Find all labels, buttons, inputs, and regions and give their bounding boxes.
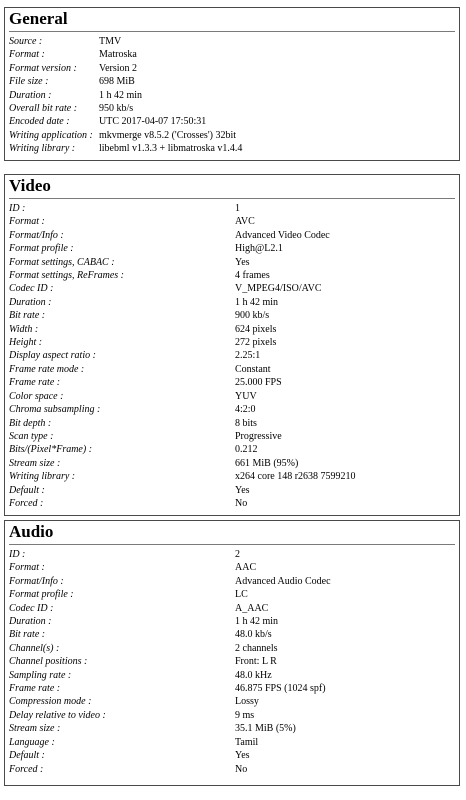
field-label: Writing library : — [9, 471, 76, 483]
field-value: 2.25:1 — [235, 350, 261, 362]
info-row — [9, 102, 242, 115]
info-row — [9, 129, 242, 142]
field-value: x264 core 148 r2638 7599210 — [235, 471, 356, 483]
field-value: 35.1 MiB (5%) — [235, 723, 296, 735]
field-label: Writing application : — [9, 129, 93, 141]
field-value: 1 h 42 min — [235, 616, 279, 628]
field-value: 950 kb/s — [99, 103, 134, 115]
field-label: Display aspect ratio : — [9, 350, 96, 362]
info-row — [9, 89, 242, 102]
field-value: LC — [235, 589, 248, 601]
field-value: 1 h 42 min — [99, 89, 143, 101]
field-value: 8 bits — [235, 417, 257, 429]
info-row — [9, 323, 356, 336]
audio-heading: Audio — [9, 522, 54, 541]
info-row — [9, 296, 356, 309]
info-row — [9, 282, 356, 295]
audio-section — [4, 520, 460, 786]
field-value: Constant — [235, 363, 271, 375]
info-row — [9, 628, 331, 641]
field-value: 661 MiB (95%) — [235, 457, 299, 469]
field-value: 48.0 kb/s — [235, 629, 272, 641]
field-label: Encoded date : — [9, 116, 70, 128]
info-row — [9, 548, 331, 561]
info-row — [9, 309, 356, 322]
field-value: 1 h 42 min — [235, 296, 279, 308]
field-label: Default : — [9, 750, 45, 762]
field-label: Stream size : — [9, 457, 61, 469]
field-value: Advanced Video Codec — [235, 229, 330, 241]
field-label: Bit rate : — [9, 629, 46, 641]
field-value: 900 kb/s — [235, 310, 270, 322]
field-value: Progressive — [235, 430, 282, 442]
field-label: Duration : — [9, 296, 52, 308]
info-row — [9, 497, 356, 510]
info-row — [9, 749, 331, 762]
field-value: 272 pixels — [235, 337, 277, 349]
field-label: Height : — [9, 337, 43, 349]
info-row — [9, 390, 356, 403]
field-value: libebml v1.3.3 + libmatroska v1.4.4 — [99, 143, 243, 155]
info-row — [9, 75, 242, 88]
info-row — [9, 62, 242, 75]
field-value: Front: L R — [235, 656, 277, 668]
field-label: Frame rate : — [9, 377, 61, 389]
general-divider — [9, 31, 455, 32]
field-value: 46.875 FPS (1024 spf) — [235, 683, 326, 695]
field-label: Color space : — [9, 390, 64, 402]
field-label: Frame rate : — [9, 683, 61, 695]
info-row — [9, 655, 331, 668]
field-value: Version 2 — [99, 62, 138, 74]
field-label: Bit rate : — [9, 310, 46, 322]
field-label: Forced : — [9, 763, 44, 775]
field-value: AVC — [235, 216, 255, 228]
field-label: Frame rate mode : — [9, 363, 85, 375]
info-row — [9, 403, 356, 416]
field-value: No — [235, 497, 248, 509]
video-divider — [9, 198, 455, 199]
info-row — [9, 575, 331, 588]
field-value: UTC 2017-04-07 17:50:31 — [99, 116, 207, 128]
info-row — [9, 376, 356, 389]
field-label: Bit depth : — [9, 417, 52, 429]
field-label: Format/Info : — [9, 229, 64, 241]
field-label: Width : — [9, 323, 39, 335]
info-row — [9, 115, 242, 128]
field-value: 25.000 FPS — [235, 377, 282, 389]
info-row — [9, 561, 331, 574]
field-label: Channel(s) : — [9, 642, 60, 654]
field-value: TMV — [99, 36, 122, 47]
field-label: Format settings, ReFrames : — [9, 270, 124, 282]
field-label: Language : — [9, 736, 55, 748]
field-label: Duration : — [9, 89, 52, 101]
field-label: Format version : — [9, 62, 77, 74]
info-row — [9, 695, 331, 708]
audio-table — [9, 548, 331, 776]
field-label: Format profile : — [9, 243, 74, 255]
info-row — [9, 242, 356, 255]
info-row — [9, 682, 331, 695]
field-value: Lossy — [235, 696, 259, 708]
info-row — [9, 484, 356, 497]
field-value: mkvmerge v8.5.2 ('Crosses') 32bit — [99, 129, 237, 141]
field-value: High@L2.1 — [235, 243, 283, 255]
field-value: 9 ms — [235, 709, 255, 721]
info-row — [9, 588, 331, 601]
field-label: Channel positions : — [9, 656, 88, 668]
general-heading: General — [9, 9, 68, 28]
info-row — [9, 430, 356, 443]
field-value: V_MPEG4/ISO/AVC — [235, 283, 322, 295]
field-label: File size : — [9, 76, 49, 88]
field-value: 48.0 kHz — [235, 669, 272, 681]
field-value: Tamil — [235, 736, 259, 748]
field-label: Chroma subsampling : — [9, 404, 101, 416]
audio-divider — [9, 544, 455, 545]
info-row — [9, 256, 356, 269]
info-row — [9, 336, 356, 349]
info-row — [9, 722, 331, 735]
field-label: Format profile : — [9, 589, 74, 601]
field-value: YUV — [235, 390, 257, 402]
field-value: 4:2:0 — [235, 404, 256, 416]
field-value: AAC — [235, 562, 257, 574]
general-table — [9, 35, 242, 156]
field-value: 0.212 — [235, 444, 258, 456]
video-heading: Video — [9, 176, 51, 195]
field-label: Codec ID : — [9, 602, 54, 614]
general-section — [4, 7, 460, 161]
info-row — [9, 363, 356, 376]
field-value: 2 channels — [235, 642, 278, 654]
field-label: Format/Info : — [9, 575, 64, 587]
field-label: Format settings, CABAC : — [9, 256, 115, 268]
field-label: Stream size : — [9, 723, 61, 735]
field-label: ID : — [9, 549, 26, 560]
field-label: Source : — [9, 36, 43, 47]
field-value: A_AAC — [235, 602, 269, 614]
field-value: 624 pixels — [235, 323, 277, 335]
field-value: Yes — [235, 256, 250, 268]
field-label: Codec ID : — [9, 283, 54, 295]
info-row — [9, 602, 331, 615]
field-label: Scan type : — [9, 430, 54, 442]
field-label: Format : — [9, 49, 45, 61]
info-row — [9, 349, 356, 362]
info-row — [9, 269, 356, 282]
field-label: Writing library : — [9, 143, 76, 155]
info-row — [9, 457, 356, 470]
info-row — [9, 669, 331, 682]
info-row — [9, 202, 356, 215]
info-row — [9, 215, 356, 228]
field-label: Duration : — [9, 616, 52, 628]
info-row — [9, 709, 331, 722]
field-value: 2 — [235, 549, 240, 560]
field-label: Default : — [9, 484, 45, 496]
field-value: 4 frames — [235, 270, 270, 282]
info-row — [9, 642, 331, 655]
field-value: No — [235, 763, 248, 775]
field-label: ID : — [9, 203, 26, 214]
info-row — [9, 417, 356, 430]
info-row — [9, 35, 242, 48]
field-label: Overall bit rate : — [9, 103, 78, 115]
field-value: Advanced Audio Codec — [235, 575, 331, 587]
field-label: Compression mode : — [9, 696, 92, 708]
field-label: Format : — [9, 562, 45, 574]
field-value: 1 — [235, 203, 240, 214]
field-label: Bits/(Pixel*Frame) : — [9, 444, 93, 456]
field-label: Format : — [9, 216, 45, 228]
info-row — [9, 229, 356, 242]
info-row — [9, 470, 356, 483]
field-label: Forced : — [9, 497, 44, 509]
info-row — [9, 48, 242, 61]
info-row — [9, 443, 356, 456]
field-value: Matroska — [99, 49, 137, 61]
field-label: Delay relative to video : — [9, 709, 106, 721]
video-table — [9, 202, 356, 510]
field-label: Sampling rate : — [9, 669, 72, 681]
video-section — [4, 174, 460, 516]
info-row — [9, 615, 331, 628]
field-value: Yes — [235, 484, 250, 496]
field-value: 698 MiB — [99, 76, 135, 88]
info-row — [9, 142, 242, 155]
info-row — [9, 736, 331, 749]
info-row — [9, 763, 331, 776]
field-value: Yes — [235, 750, 250, 762]
